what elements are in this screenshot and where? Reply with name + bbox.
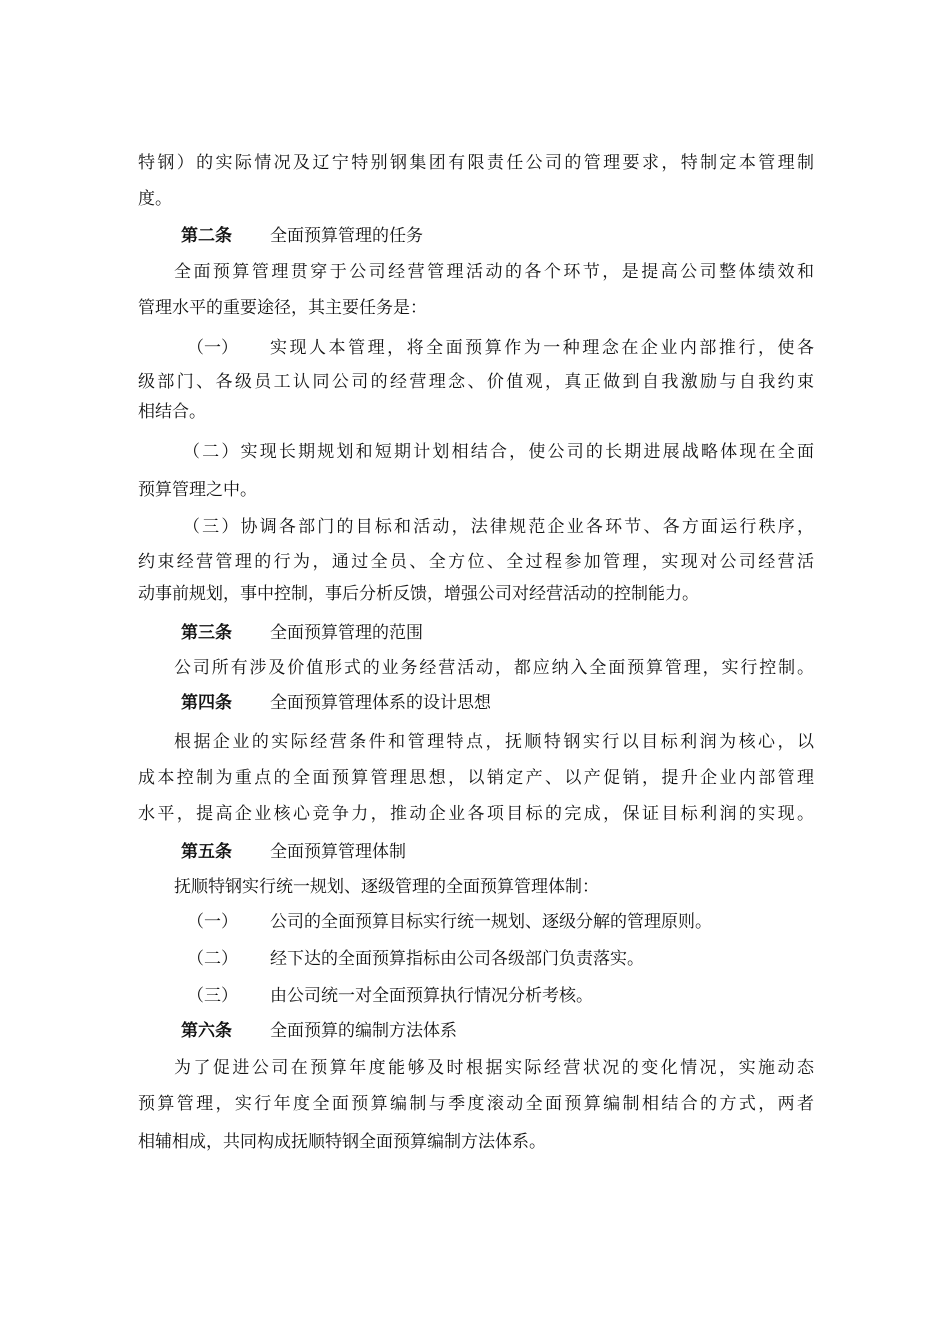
article-5-title: 全面预算管理体制	[270, 842, 406, 862]
article-5-item-3-number: （三）	[187, 986, 238, 1006]
article-5-item-1-number: （一）	[187, 912, 238, 932]
article-6-title: 全面预算的编制方法体系	[270, 1021, 457, 1041]
article-2-item-3-line-1: （三）协调各部门的目标和活动，法律规范企业各环节、各方面运行秩序，	[183, 517, 814, 537]
article-2-item-1-number: （一）	[187, 338, 238, 358]
article-4-label: 第四条	[181, 693, 232, 713]
article-2-label: 第二条	[181, 226, 232, 246]
article-4-title: 全面预算管理体系的设计思想	[270, 693, 491, 713]
article-5-label: 第五条	[181, 842, 232, 862]
article-2-para-line-1: 全面预算管理贯穿于公司经营管理活动的各个环节，是提高公司整体绩效和	[174, 262, 814, 282]
intro-line-2: 度。	[138, 189, 172, 209]
article-5-item-2-text: 经下达的全面预算指标由公司各级部门负责落实。	[270, 949, 644, 969]
article-2-para-line-2: 管理水平的重要途径，其主要任务是：	[138, 298, 427, 318]
article-5-para: 抚顺特钢实行统一规划、逐级管理的全面预算管理体制：	[174, 877, 599, 897]
intro-line-1: 特钢）的实际情况及辽宁特别钢集团有限责任公司的管理要求，特制定本管理制	[138, 153, 814, 173]
article-2-item-1-line-1: 实现人本管理，将全面预算作为一种理念在企业内部推行，使各	[270, 338, 814, 358]
article-2-title: 全面预算管理的任务	[270, 226, 423, 246]
article-5-item-2-number: （二）	[187, 949, 238, 969]
article-6-para-line-1: 为了促进公司在预算年度能够及时根据实际经营状况的变化情况，实施动态	[174, 1058, 814, 1078]
article-5-item-3-text: 由公司统一对全面预算执行情况分析考核。	[270, 986, 593, 1006]
article-4-para-line-2: 成本控制为重点的全面预算管理思想，以销定产、以产促销，提升企业内部管理	[138, 768, 814, 788]
article-6-para-line-3: 相辅相成，共同构成抚顺特钢全面预算编制方法体系。	[138, 1132, 546, 1152]
article-3-title: 全面预算管理的范围	[270, 623, 423, 643]
article-2-item-1-line-3: 相结合。	[138, 402, 206, 422]
article-2-item-1-line-2: 级部门、各级员工认同公司的经营理念、价值观，真正做到自我激励与自我约束	[138, 372, 814, 392]
article-2-item-2-line-2: 预算管理之中。	[138, 480, 257, 500]
article-2-item-3-line-2: 约束经营管理的行为，通过全员、全方位、全过程参加管理，实现对公司经营活	[138, 552, 814, 572]
article-2-item-3-line-3: 动事前规划，事中控制，事后分析反馈，增强公司对经营活动的控制能力。	[138, 584, 699, 604]
article-6-label: 第六条	[181, 1021, 232, 1041]
article-2-item-2-line-1: （二）实现长期规划和短期计划相结合，使公司的长期进展战略体现在全面	[183, 442, 814, 462]
article-4-para-line-1: 根据企业的实际经营条件和管理特点，抚顺特钢实行以目标利润为核心，以	[174, 732, 814, 752]
article-6-para-line-2: 预算管理，实行年度全面预算编制与季度滚动全面预算编制相结合的方式，两者	[138, 1094, 814, 1114]
article-4-para-line-3: 水平，提高企业核心竞争力，推动企业各项目标的完成，保证目标利润的实现。	[138, 804, 814, 824]
article-3-para: 公司所有涉及价值形式的业务经营活动，都应纳入全面预算管理，实行控制。	[174, 658, 814, 678]
article-3-label: 第三条	[181, 623, 232, 643]
article-5-item-1-text: 公司的全面预算目标实行统一规划、逐级分解的管理原则。	[270, 912, 712, 932]
